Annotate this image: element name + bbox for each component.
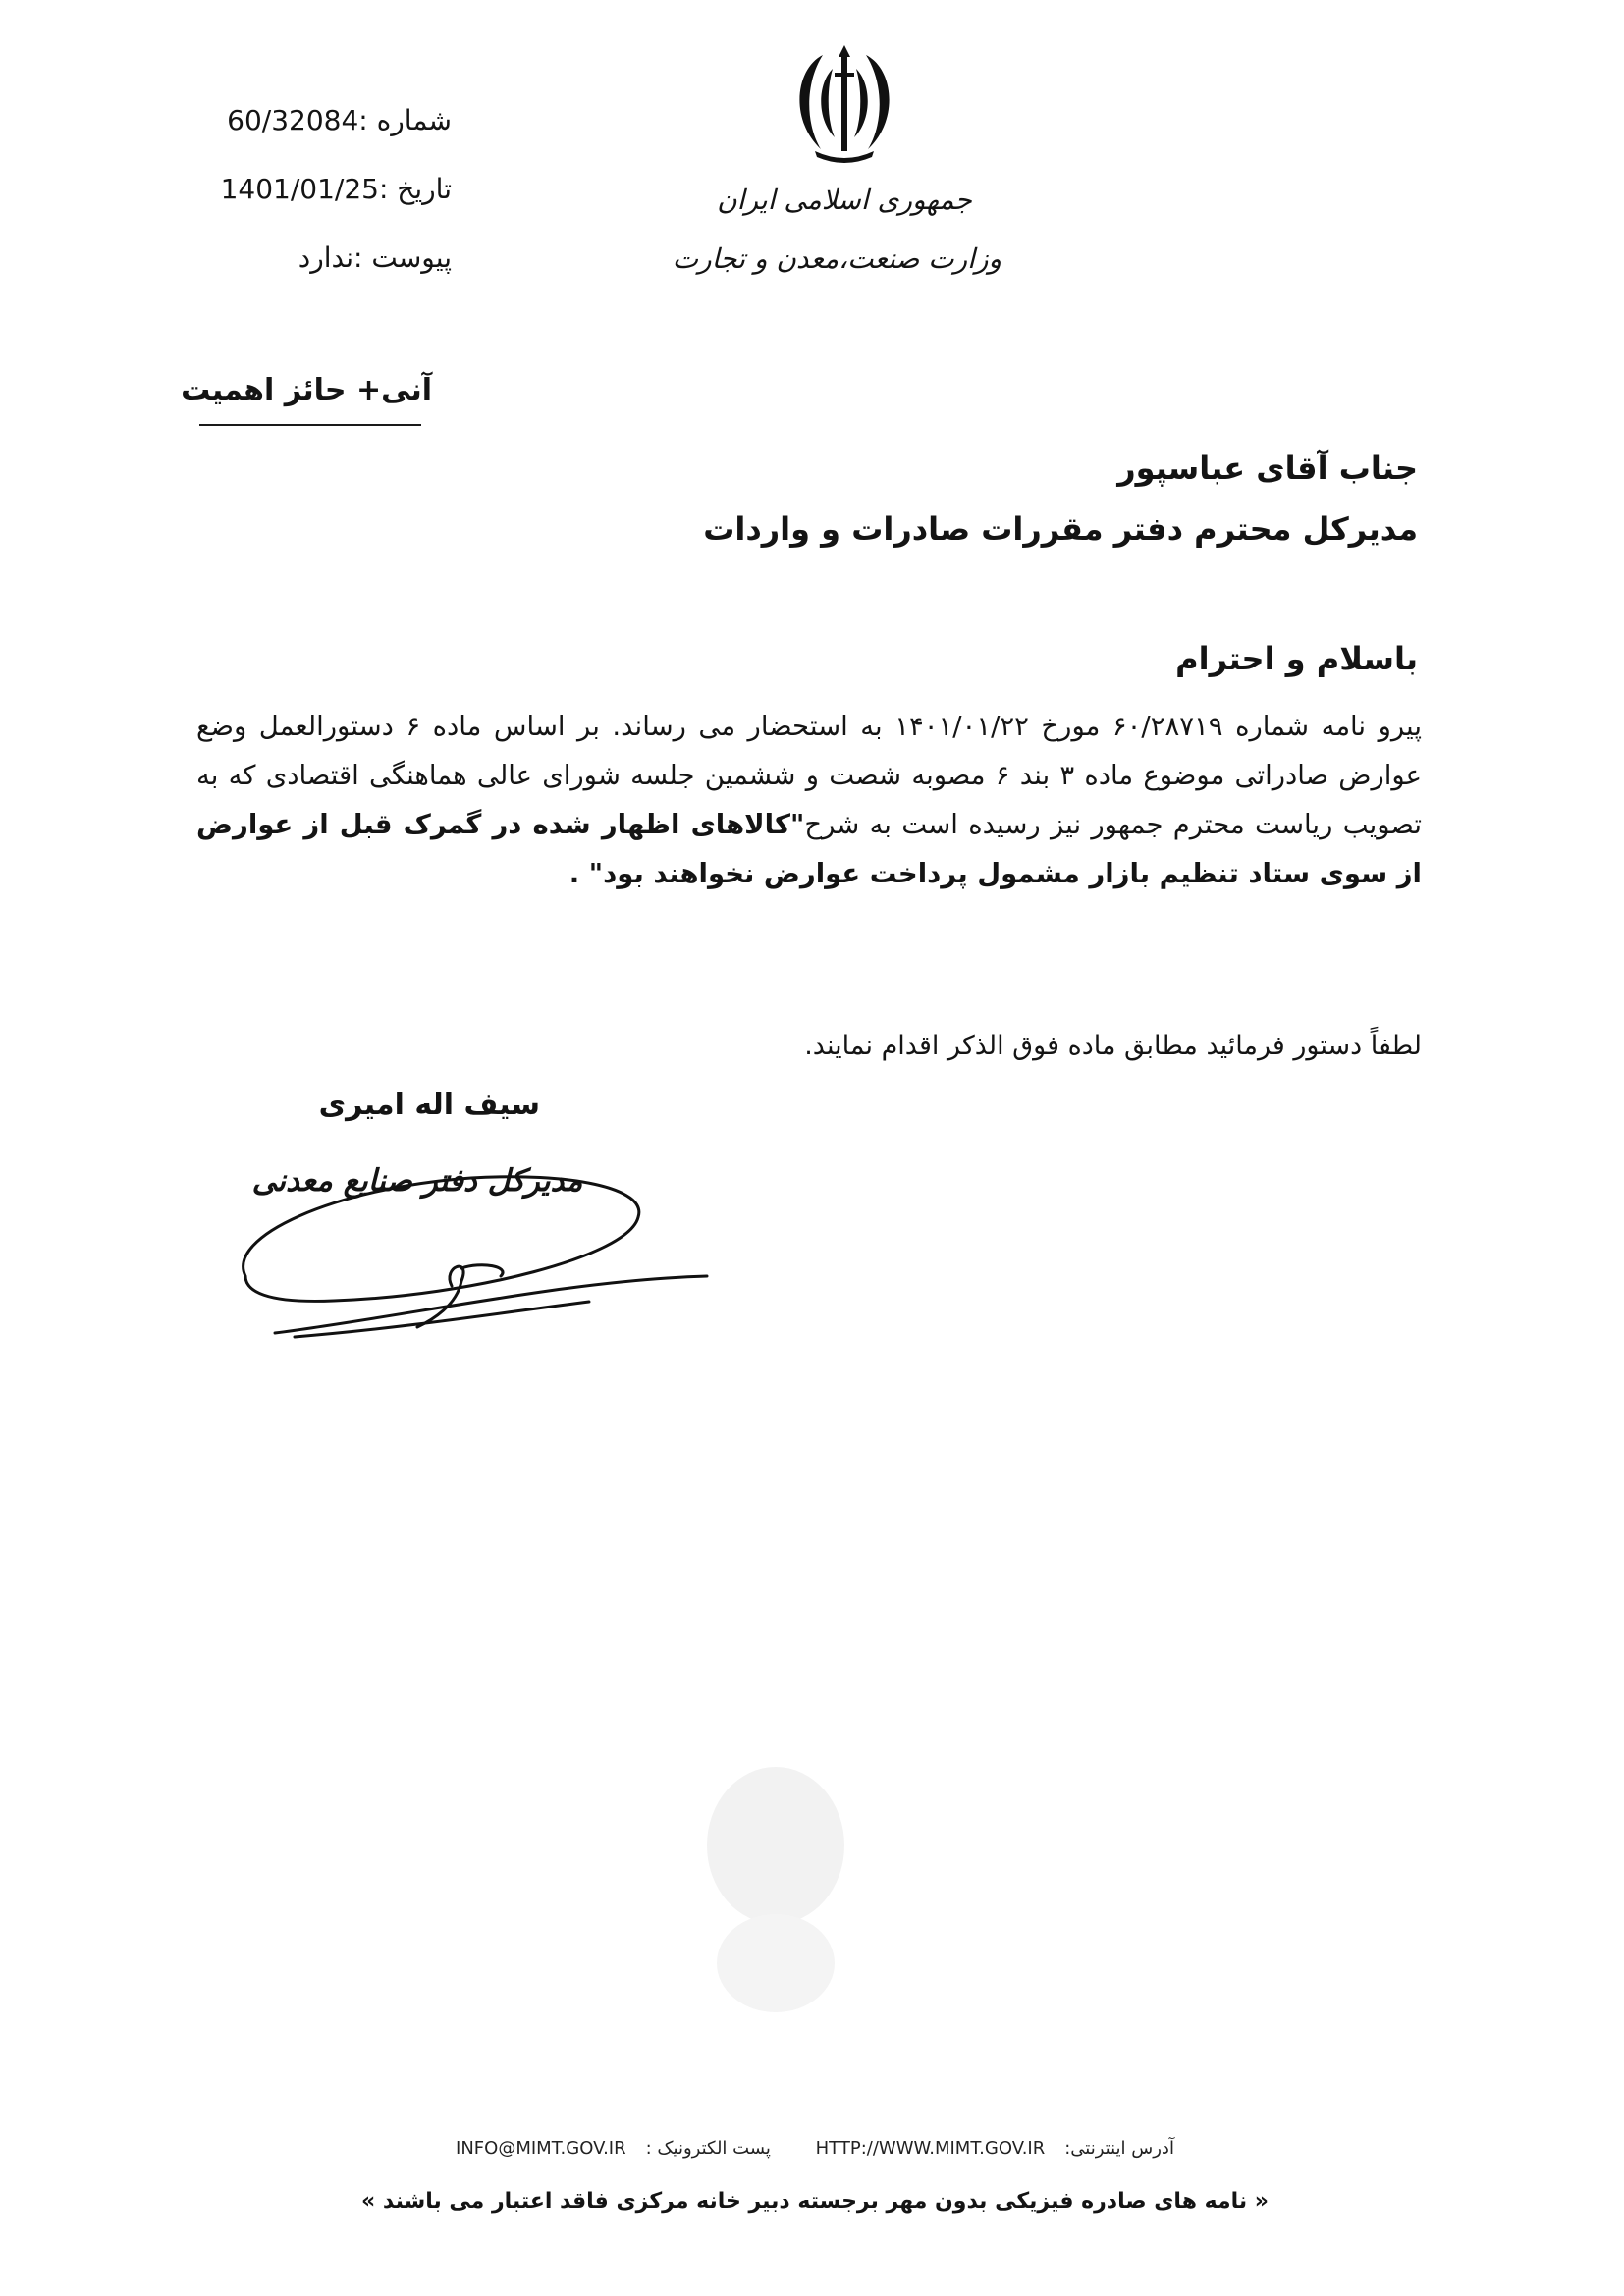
letter-attachment — [177, 240, 452, 276]
footer-contacts — [295, 2138, 1335, 2159]
letter-date-value: 1401/01/25 — [220, 173, 379, 205]
letter-number — [177, 103, 452, 138]
country-name: جمهوری اسلامی ایران — [717, 184, 972, 216]
faint-seal-mark — [677, 1737, 874, 2032]
website-label: آدرس اینترنتی: — [1064, 2138, 1174, 2159]
signatory-name: سیف اله امیری — [318, 1088, 540, 1122]
greeting: باسلام و احترام — [1175, 640, 1418, 677]
iran-emblem-icon — [776, 39, 913, 167]
letter-number-value: 60/32084 — [227, 104, 359, 136]
priority-underline — [199, 424, 421, 426]
letter-attachment-value: ندارد — [298, 241, 353, 274]
letter-number-label: شماره : — [358, 104, 452, 136]
request-line: لطفاً دستور فرمائید مطابق ماده فوق الذکر اقدام نمایند. — [804, 1031, 1422, 1061]
ministry-name: وزارت صنعت،معدن و تجارت — [672, 242, 1001, 275]
addressee-position: مدیرکل محترم دفتر مقررات صادرات و واردات — [703, 510, 1418, 548]
handwritten-signature — [216, 1158, 727, 1355]
addressee-name: جناب آقای عباسپور — [1117, 450, 1418, 487]
email-label: پست الکترونیک : — [645, 2138, 771, 2159]
priority-label: آنی+ حائز اهمیت — [181, 373, 432, 407]
letter-date — [177, 172, 452, 207]
email-item — [446, 2138, 781, 2159]
website-link[interactable]: HTTP://WWW.MIMT.GOV.IR — [815, 2138, 1046, 2159]
letter-date-label: تاریخ : — [378, 173, 452, 205]
footer-note: « نامه های صادره فیزیکی بدون مهر برجسته دبیر خانه مرکزی فاقد اعتبار می باشند » — [361, 2189, 1269, 2214]
body-paragraph-bold: "کالاهای اظهار شده در گمرک قبل از عوارض از سوی ستاد تنظیم بازار مشمول پرداخت عوارض نخواهند بود" . — [196, 809, 1422, 889]
emblem-block — [672, 39, 1001, 314]
body-paragraph — [196, 702, 1422, 898]
website-item — [806, 2138, 1184, 2159]
email-link[interactable]: INFO@MIMT.GOV.IR — [456, 2138, 626, 2159]
signatory-title: مدیرکل دفتر صنایع معدنی — [251, 1163, 583, 1199]
letter-attachment-label: پیوست : — [353, 241, 452, 274]
body-paragraph-regular: پیرو نامه شماره ۶۰/۲۸۷۱۹ مورخ ۱۴۰۱/۰۱/۲۲ به استحضار می رساند. بر اساس ماده ۶ دستورالعمل وضع عوارض صادراتی موضوع ماده ۳ بند ۶ مصوبه شصت و ششمین جلسه شورای عالی هماهنگی اقتصادی که به تصویب ریاست محترم جمهور نیز رسیده است به شرح — [196, 711, 1423, 840]
